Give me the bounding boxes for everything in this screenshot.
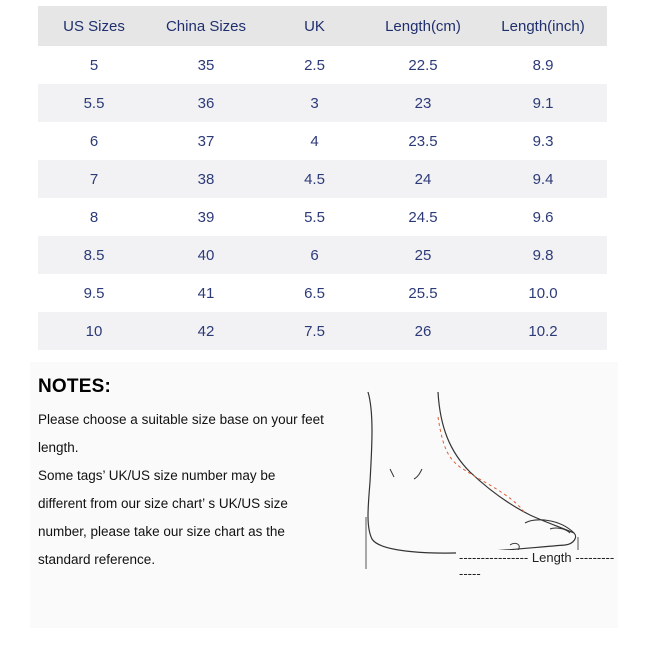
cell-length-inch: 9.8 — [479, 236, 607, 274]
table-row — [38, 312, 607, 350]
cell-length-inch: 8.9 — [532, 56, 554, 74]
foot-length-illustration — [360, 387, 590, 572]
table-row — [38, 84, 607, 122]
cell-china: 42 — [150, 312, 262, 350]
cell-length-inch: 9.6 — [532, 208, 554, 226]
cell-us: 9.5 — [83, 284, 105, 302]
table-row — [38, 46, 607, 84]
cell-length-inch: 9.4 — [479, 160, 607, 198]
column-header-length-cm: Length(cm) — [367, 6, 479, 46]
cell-uk: 7.5 — [262, 312, 367, 350]
cell-china: 41 — [197, 284, 215, 302]
dashed-length-line — [438, 417, 525, 513]
column-header-uk: UK — [262, 6, 367, 46]
notes-text — [38, 406, 358, 574]
cell-length-inch: 9.3 — [532, 132, 554, 150]
table-row — [38, 274, 607, 312]
cell-length-cm: 23 — [367, 84, 479, 122]
cell-uk: 6.5 — [304, 284, 325, 302]
cell-length-cm: 23.5 — [408, 132, 438, 150]
table-header-row — [38, 6, 607, 46]
foot-outline — [368, 392, 576, 553]
cell-us: 7 — [38, 160, 150, 198]
ankle-mark — [414, 469, 422, 479]
cell-uk: 4 — [310, 132, 319, 150]
cell-us: 5 — [89, 56, 99, 74]
column-header-china: China Sizes — [150, 6, 262, 46]
notes-line: standard reference. — [38, 552, 156, 567]
column-header-length-inch: Length(inch) — [479, 6, 607, 46]
cell-uk: 2.5 — [304, 56, 325, 74]
toe-outline — [525, 520, 574, 533]
cell-china: 40 — [150, 236, 262, 274]
cell-china: 39 — [197, 208, 215, 226]
cell-length-cm: 26 — [367, 312, 479, 350]
cell-us: 8.5 — [38, 236, 150, 274]
cell-length-inch: 9.1 — [479, 84, 607, 122]
table-row — [38, 122, 607, 160]
notes-panel — [30, 362, 618, 628]
notes-line: length. — [38, 440, 79, 455]
notes-title: NOTES: — [38, 376, 111, 397]
cell-length-cm: 25.5 — [408, 284, 438, 302]
cell-uk: 3 — [262, 84, 367, 122]
size-chart — [38, 6, 607, 350]
table-row — [38, 198, 607, 236]
cell-china: 35 — [197, 56, 215, 74]
column-header-us: US Sizes — [38, 6, 150, 46]
cell-length-inch: 10.0 — [528, 284, 558, 302]
cell-uk: 5.5 — [304, 208, 325, 226]
table-row — [38, 236, 607, 274]
cell-us: 10 — [38, 312, 150, 350]
cell-uk: 4.5 — [262, 160, 367, 198]
cell-us: 8 — [89, 208, 99, 226]
size-table — [38, 6, 607, 350]
cell-length-cm: 22.5 — [408, 56, 438, 74]
notes-line: number, please take our size chart as the — [38, 524, 285, 539]
cell-length-cm: 24.5 — [408, 208, 438, 226]
cell-china: 36 — [150, 84, 262, 122]
cell-length-cm: 25 — [367, 236, 479, 274]
ankle-mark-small — [390, 469, 394, 477]
length-label: ---------------- Length -------------- — [456, 550, 618, 582]
notes-line: Please choose a suitable size base on your feet — [38, 412, 324, 427]
cell-us: 5.5 — [38, 84, 150, 122]
cell-china: 38 — [150, 160, 262, 198]
table-row — [38, 160, 607, 198]
cell-uk: 6 — [262, 236, 367, 274]
notes-line: different from our size chart’ s UK/US size — [38, 496, 288, 511]
cell-length-cm: 24 — [367, 160, 479, 198]
cell-china: 37 — [197, 132, 215, 150]
cell-length-inch: 10.2 — [479, 312, 607, 350]
notes-line: Some tags’ UK/US size number may be — [38, 468, 276, 483]
cell-us: 6 — [89, 132, 99, 150]
